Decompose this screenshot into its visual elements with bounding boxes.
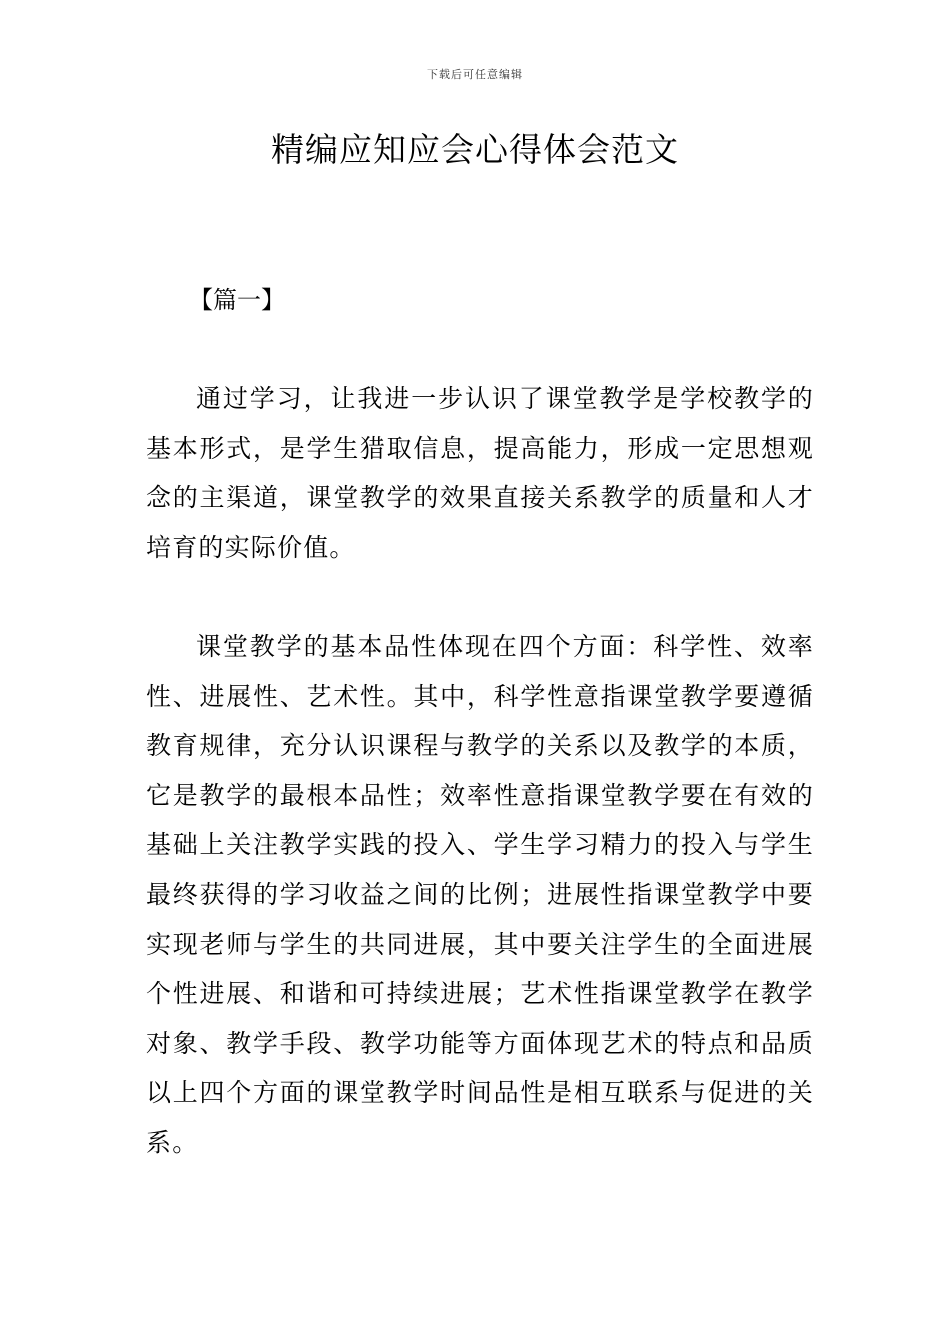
document-title: 精编应知应会心得体会范文 — [271, 130, 679, 169]
paragraph: 课堂教学的基本品性体现在四个方面：科学性、效率性、进展性、艺术性。其中，科学性意指课堂教学要遵循教育规律，充分认识课程与教学的关系以及教学的本质，它是教学的最根本品性；效率性意指课堂教学要在有效的基础上关注教学实践的投入、学生学习精力的投入与学生最终获得的学习收益之间的比例；进展性指课堂教学中要实现老师与学生的共同进展，其中要关注学生的全面进展个性进展、和谐和可持续进展；艺术性指课堂教学在教学对象、教学手段、教学功能等方面体现艺术的特点和品质以上四个方面的课堂教学时间品性是相互联系与促进的关系。 — [146, 632, 814, 1157]
header-note: 下载后可任意编辑 — [427, 68, 523, 81]
section-label: 【篇一】 — [189, 286, 285, 314]
paragraph: 通过学习，让我进一步认识了课堂教学是学校教学的基本形式，是学生猎取信息，提高能力，形成一定思想观念的主渠道，课堂教学的效果直接关系教学的质量和人才培育的实际价值。 — [146, 384, 814, 562]
